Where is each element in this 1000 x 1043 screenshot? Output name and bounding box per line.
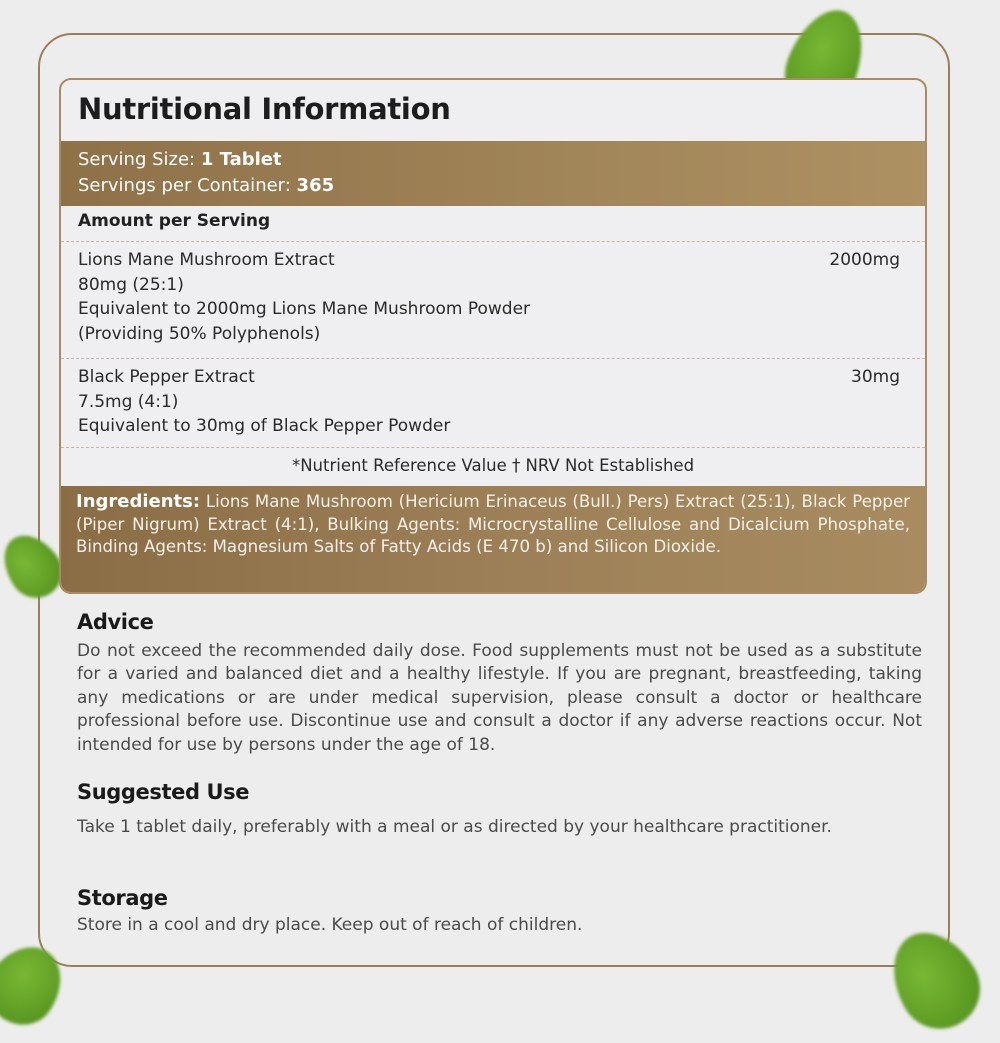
storage-heading: Storage <box>77 886 168 910</box>
serving-size <box>78 147 925 173</box>
serving-info <box>61 141 925 206</box>
nutrient-detail: 7.5mg (4:1) <box>78 391 179 412</box>
nutrient-detail: 80mg (25:1) <box>78 274 184 295</box>
servings-per-container-value: 365 <box>296 175 335 196</box>
nutrient-detail: Equivalent to 30mg of Black Pepper Powder <box>78 416 451 437</box>
nrv-footnote: *Nutrient Reference Value † NRV Not Established <box>291 456 695 475</box>
advice-section <box>77 610 922 757</box>
nutrient-row <box>61 242 925 359</box>
serving-size-value: 1 Tablet <box>200 149 282 170</box>
nutrient-name: Lions Mane Mushroom Extract <box>78 250 335 270</box>
ingredients-text: Lions Mane Mushroom (Hericium Erinaceus (Bull.) Pers) Extract (25:1), Black Pepper (Piper Nigrum) Extract (4:1), Bulking Agents: Microcrystalline Cellulose and Dicalcium Phosphate, Binding Agents: Magnesium Salts of Fatty Acids (E 470 b) and Silicon Dioxide. <box>76 492 910 556</box>
ingredients-block <box>61 486 925 594</box>
suggested-use-section <box>77 780 922 839</box>
servings-per-container-label: Servings per Container: <box>78 175 297 196</box>
nutrient-detail: Equivalent to 2000mg Lions Mane Mushroom Powder <box>78 299 531 320</box>
nutrient-amount: 2000mg <box>829 250 900 270</box>
suggested-use-text: Take 1 tablet daily, preferably with a meal or as directed by your healthcare practitioner. <box>77 817 832 837</box>
nutrient-row <box>61 359 925 448</box>
advice-text: Do not exceed the recommended daily dose. Food supplements must not be used as a substitute for a varied and balanced diet and a healthy lifestyle. If you are pregnant, breastfeeding, taking any medications or are under medical supervision, please consult a doctor or healthcare professional before use. Discontinue use and consult a doctor if any adverse reactions occur. Not intended for use by persons under the age of 18. <box>77 641 922 755</box>
advice-heading: Advice <box>77 610 154 634</box>
servings-per-container <box>78 173 925 199</box>
storage-section <box>77 886 922 937</box>
suggested-use-heading: Suggested Use <box>77 780 250 804</box>
nutrient-name: Black Pepper Extract <box>78 367 255 387</box>
panel-title: Nutritional Information <box>78 92 451 126</box>
nutrition-panel <box>59 78 927 594</box>
ingredients-label: Ingredients: <box>76 491 201 512</box>
serving-size-label: Serving Size: <box>78 149 201 170</box>
storage-text: Store in a cool and dry place. Keep out of reach of children. <box>77 915 583 935</box>
amount-per-serving-header: Amount per Serving <box>61 206 925 242</box>
nutrient-amount: 30mg <box>851 367 900 387</box>
nutrient-detail: (Providing 50% Polyphenols) <box>78 324 321 345</box>
